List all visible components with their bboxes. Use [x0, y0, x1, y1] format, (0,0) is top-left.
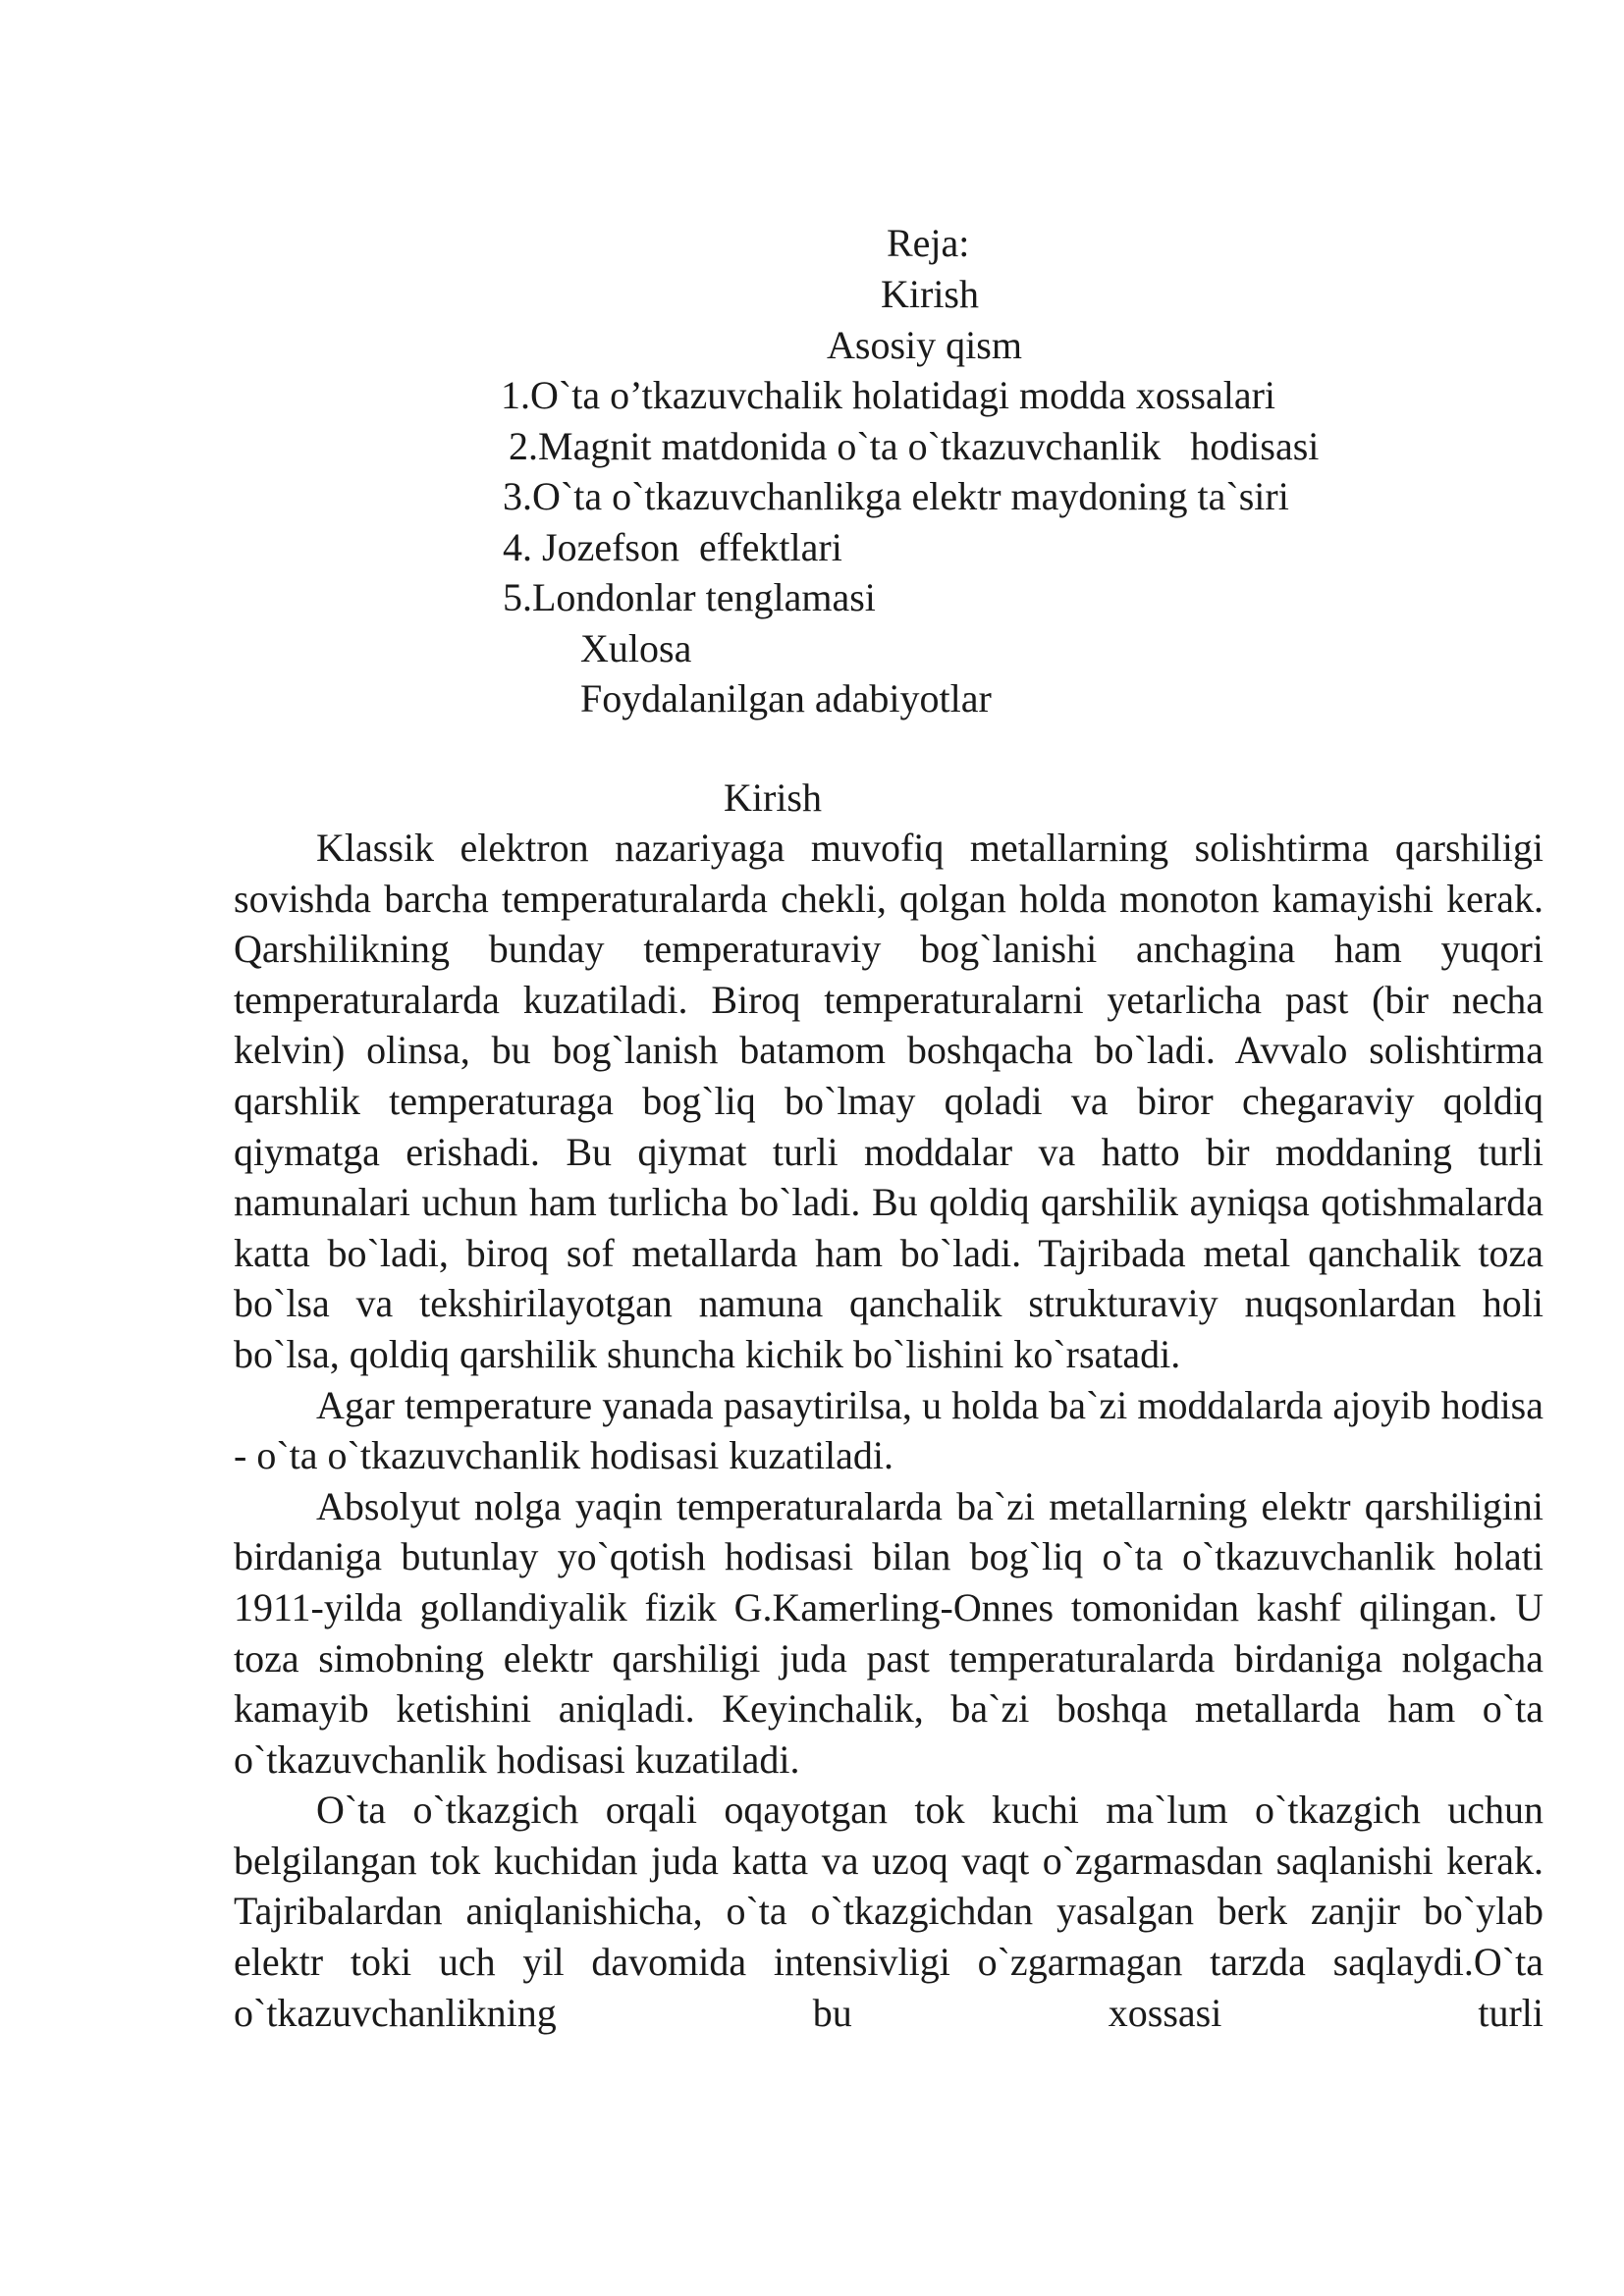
plan-heading: Reja: [887, 221, 970, 265]
paragraph: Agar temperature yanada pasaytirilsa, u holda ba`zi moddalarda ajoyib hodisa - o`ta o`tkazuvchanlik hodisasi kuzatiladi. [234, 1382, 1543, 1478]
plan-item: 2.Magnit matdonida o`ta o`tkazuvchanlik hodisasi [509, 424, 1320, 468]
plan-item: 5.Londonlar tenglamasi [503, 575, 876, 619]
paragraph: Klassik elektron nazariyaga muvofiq metallarning solishtirma qarshiligi sovishda barcha temperaturalarda chekli, qolgan holda monoton kamayishi kerak. Qarshilikning bunday temperaturaviy bog`lanishi anchagina ham yuqori temperaturalarda kuzatiladi. Biroq temperaturalarni yetarlicha past (bir necha kelvin) olinsa, bu bog`lanish batamom boshqacha bo`ladi. Avvalo solishtirma qarshlik temperaturaga bog`liq bo`lmay qoladi va biror chegaraviy qoldiq qiymatga erishadi. Bu qiymat turli moddalar va hatto bir moddaning turli namunalari uchun ham turlicha bo`ladi. Bu qoldiq qarshilik ayniqsa qotishmalarda katta bo`ladi, biroq sof metallarda ham bo`ladi. Tajribada metal qanchalik toza bo`lsa va tekshirilayotgan namuna qanchalik strukturaviy nuqsonlardan holi bo`lsa, qoldiq qarshilik shuncha kichik bo`lishini ko`rsatadi. [234, 826, 1543, 1376]
plan-conclusion: Xulosa [580, 626, 692, 670]
plan-item: 1.O`ta o’tkazuvchalik holatidagi modda xossalari [501, 373, 1276, 417]
plan-item: 4. Jozefson effektlari [503, 525, 842, 569]
paragraph: O`ta o`tkazgich orqali oqayotgan tok kuchi ma`lum o`tkazgich uchun belgilangan tok kuchidan juda katta va uzoq vaqt o`zgarmasdan saqlanishi kerak. Tajribalardan aniqlanishicha, o`ta o`tkazgichdan yasalgan berk zanjir bo`ylab elektr toki uch yil davomida intensivligi o`zgarmagan tarzda saqlaydi.O`ta o`tkazuvchanlikning bu xossasi turli [234, 1788, 1543, 2035]
plan-intro: Kirish [881, 272, 979, 316]
section-title: Kirish [724, 775, 822, 820]
section-body [234, 823, 1543, 2038]
paragraph: Absolyut nolga yaqin temperaturalarda ba`zi metallarning elektr qarshiligini birdaniga butunlay yo`qotish hodisasi bilan bog`liq o`ta o`tkazuvchanlik holati 1911-yilda gollandiyalik fizik G.Kamerling-Onnes tomonidan kashf qilingan. U toza simobning elektr qarshiligi juda past temperaturalarda birdaniga nolgacha kamayib ketishini aniqladi. Keyinchalik, ba`zi boshqa metallarda ham o`ta o`tkazuvchanlik hodisasi kuzatiladi. [234, 1483, 1543, 1782]
plan-references: Foydalanilgan adabiyotlar [580, 676, 992, 721]
plan-main-part: Asosiy qism [827, 323, 1022, 367]
plan-item: 3.O`ta o`tkazuvchanlikga elektr maydoning ta`siri [503, 474, 1289, 518]
